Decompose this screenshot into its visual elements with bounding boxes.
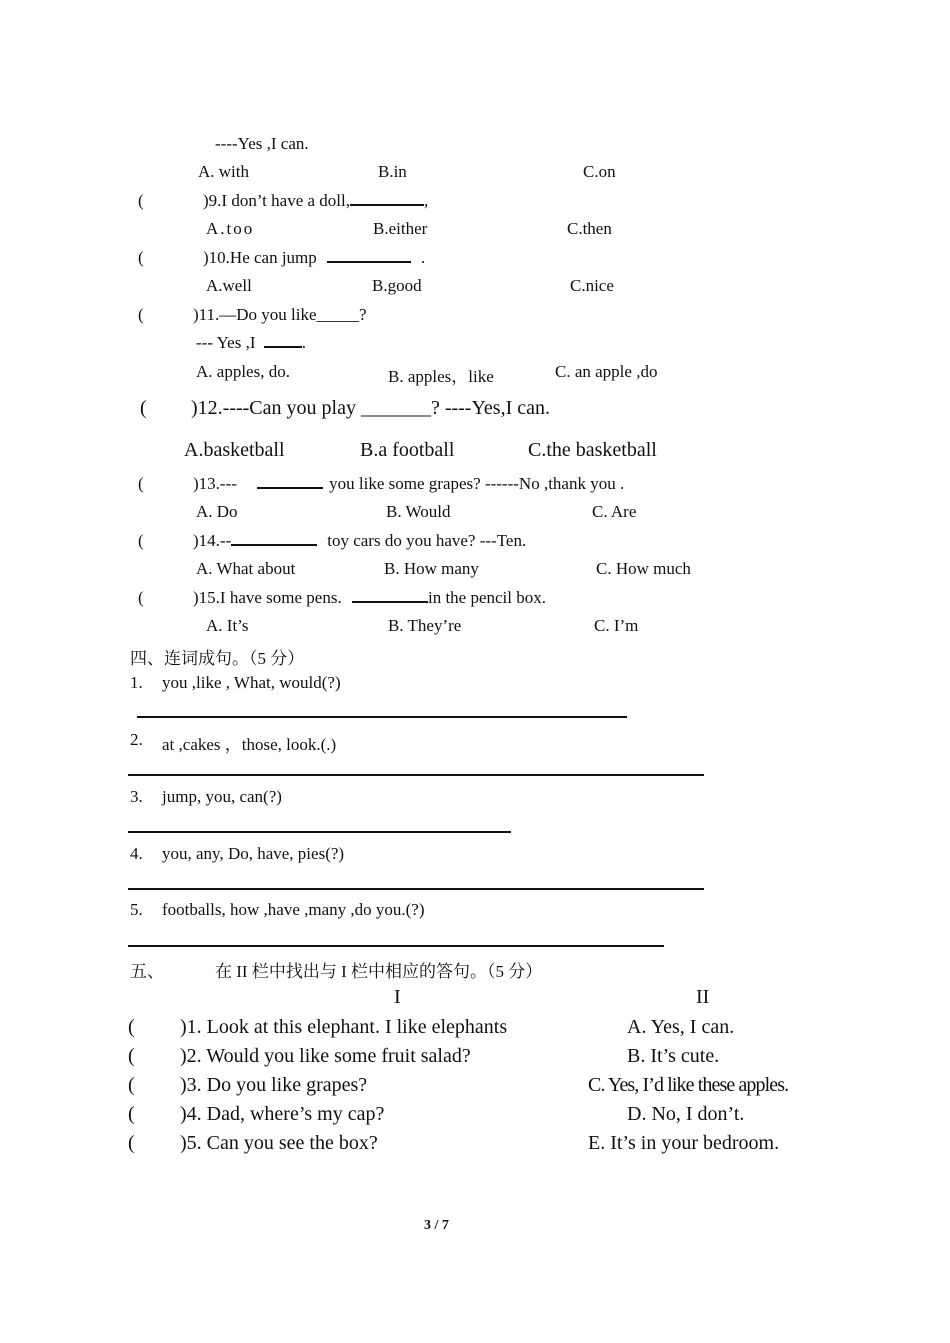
s4-item-5-num: 5.: [130, 900, 143, 919]
s4-item-3-answer-line[interactable]: [128, 831, 511, 833]
s5-row-1-paren[interactable]: (: [128, 1016, 135, 1038]
q9-option-c[interactable]: C.then: [567, 219, 612, 238]
q12-stem: )12.----Can you play _______? ----Yes,I can.: [191, 397, 550, 419]
q10-option-a[interactable]: A.well: [206, 276, 252, 295]
q14-option-a[interactable]: A. What about: [196, 559, 296, 578]
s5-row-5-paren[interactable]: (: [128, 1132, 135, 1154]
q15-answer-paren[interactable]: (: [138, 588, 144, 607]
q9-stem-text: )9.I don’t have a doll,: [203, 191, 350, 210]
s4-item-3-num: 3.: [130, 787, 143, 806]
q8-option-a[interactable]: A. with: [198, 162, 249, 181]
s5-row-5-question: )5. Can you see the box?: [180, 1132, 378, 1154]
q11-option-a[interactable]: A. apples, do.: [196, 362, 290, 381]
q9-stem: [203, 191, 428, 211]
s4-item-1-text: you ,like , What, would(?): [162, 673, 341, 692]
s4-item-4-answer-line[interactable]: [128, 888, 704, 890]
s5-row-2-paren[interactable]: (: [128, 1045, 135, 1067]
section5-col2-header: II: [696, 986, 710, 1008]
q11-reply: [196, 333, 306, 353]
q10-stem-text: )10.He can jump: [203, 248, 317, 267]
q11-option-c[interactable]: C. an apple ,do: [555, 362, 658, 381]
q14-answer-paren[interactable]: (: [138, 531, 144, 550]
s4-item-3-text: jump, you, can(?): [162, 787, 282, 806]
q14-stem-end: toy cars do you have? ---Ten.: [327, 531, 527, 550]
q13-option-b[interactable]: B. Would: [386, 502, 451, 521]
q13-stem-text: )13.---: [193, 474, 237, 493]
q8-option-c[interactable]: C.on: [583, 162, 616, 181]
q11-stem: )11.—Do you like_____?: [193, 305, 367, 324]
q8-option-b[interactable]: B.in: [378, 162, 407, 181]
section5-heading-num: 五、: [130, 962, 164, 981]
q13-stem-end: you like some grapes? ------No ,thank you .: [329, 474, 625, 493]
q11-answer-paren[interactable]: (: [138, 305, 144, 324]
section4-heading: 四、连词成句。（5 分）: [130, 649, 305, 668]
q10-stem-end: .: [421, 248, 426, 267]
q10-option-c[interactable]: C.nice: [570, 276, 614, 295]
q15-blank[interactable]: [352, 600, 428, 603]
q15-option-b[interactable]: B. They’re: [388, 616, 462, 635]
s4-item-5-text: footballs, how ,have ,many ,do you.(?): [162, 900, 425, 919]
q13-answer-paren[interactable]: (: [138, 474, 144, 493]
q14-option-b[interactable]: B. How many: [384, 559, 479, 578]
s5-answer-c: C. Yes, I’d like these apples.: [588, 1074, 789, 1096]
q10-answer-paren[interactable]: (: [138, 248, 144, 267]
q10-option-b[interactable]: B.good: [372, 276, 422, 295]
s5-answer-b: B. It’s cute.: [627, 1045, 720, 1067]
s5-row-3-paren[interactable]: (: [128, 1074, 135, 1096]
q15-option-c[interactable]: C. I’m: [594, 616, 639, 635]
s4-item-5-answer-line[interactable]: [128, 945, 664, 947]
q14-stem: [193, 531, 526, 551]
s5-answer-a: A. Yes, I can.: [627, 1016, 735, 1038]
q9-answer-paren[interactable]: (: [138, 191, 144, 210]
s5-row-1-question: )1. Look at this elephant. I like elephants: [180, 1016, 508, 1038]
q10-blank[interactable]: [327, 260, 411, 263]
q12-option-c[interactable]: C.the basketball: [528, 439, 657, 461]
q15-stem: [193, 588, 546, 608]
s4-item-4-num: 4.: [130, 844, 143, 863]
s4-item-2-num: 2.: [130, 730, 143, 749]
q13-blank[interactable]: [257, 486, 323, 489]
q14-stem-text: )14.--: [193, 531, 232, 550]
q9-blank[interactable]: [350, 203, 424, 206]
page-number: 3 / 7: [424, 1218, 449, 1233]
q15-stem-text: )15.I have some pens.: [193, 588, 342, 607]
q8-answer-line: ----Yes ,I can.: [215, 134, 309, 153]
s4-item-1-answer-line[interactable]: [137, 716, 627, 718]
s5-answer-e: E. It’s in your bedroom.: [588, 1132, 780, 1154]
q14-blank[interactable]: [231, 543, 317, 546]
q12-option-a[interactable]: A.basketball: [184, 439, 285, 461]
section5-heading-text: 在 II 栏中找出与 I 栏中相应的答句。（5 分）: [215, 962, 543, 981]
q12-option-b[interactable]: B.a football: [360, 439, 455, 461]
s5-row-2-question: )2. Would you like some fruit salad?: [180, 1045, 471, 1067]
q11-blank[interactable]: [264, 345, 302, 348]
q13-stem: [193, 474, 624, 494]
q11-reply-text: --- Yes ,I: [196, 333, 256, 352]
q9-option-b[interactable]: B.either: [373, 219, 428, 238]
q9-stem-end: ,: [423, 191, 429, 210]
q13-option-c[interactable]: C. Are: [592, 502, 637, 521]
s4-item-2-text: at ,cakes ，those, look.(.): [162, 735, 337, 754]
s5-answer-d: D. No, I don’t.: [627, 1103, 745, 1125]
s5-row-4-question: )4. Dad, where’s my cap?: [180, 1103, 385, 1125]
q12-answer-paren[interactable]: (: [140, 397, 147, 419]
q11-reply-end: .: [301, 333, 306, 352]
q14-option-c[interactable]: C. How much: [596, 559, 691, 578]
s4-item-1-num: 1.: [130, 673, 143, 692]
q13-option-a[interactable]: A. Do: [196, 502, 238, 521]
s4-item-2-answer-line[interactable]: [128, 774, 704, 776]
q10-stem: [203, 248, 425, 268]
q15-option-a[interactable]: A. It’s: [206, 616, 249, 635]
s5-row-3-question: )3. Do you like grapes?: [180, 1074, 368, 1096]
s5-row-4-paren[interactable]: (: [128, 1103, 135, 1125]
q11-option-b[interactable]: B. apples，like: [388, 367, 494, 386]
s4-item-4-text: you, any, Do, have, pies(?): [162, 844, 345, 863]
q9-option-a[interactable]: A.too: [206, 219, 255, 238]
section5-col1-header: I: [394, 986, 401, 1008]
q15-stem-end: in the pencil box.: [427, 588, 546, 607]
